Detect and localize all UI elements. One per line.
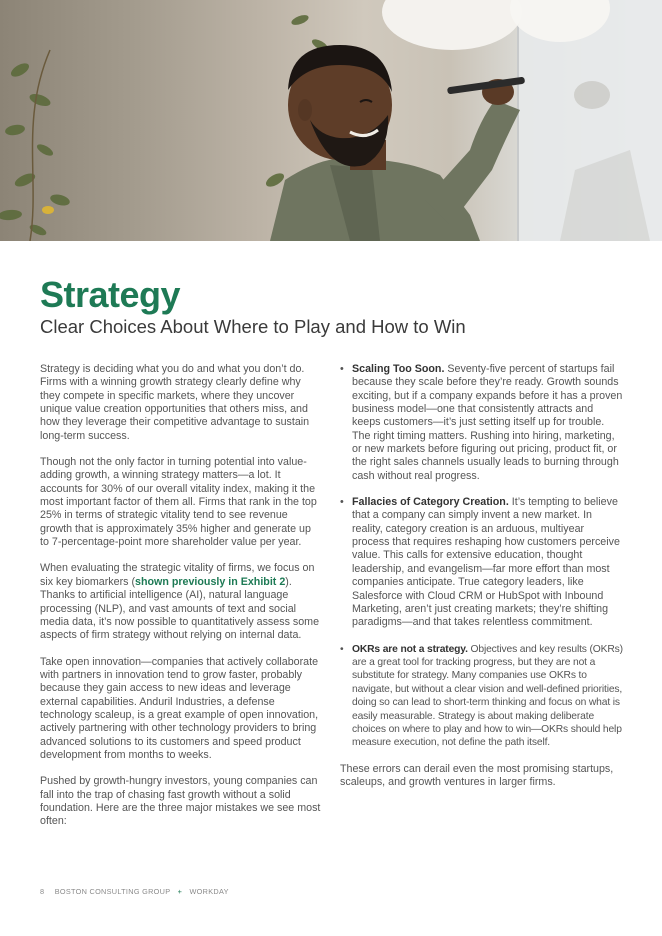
page-subtitle: Clear Choices About Where to Play and How to Win	[40, 316, 466, 337]
page-number: 8	[40, 887, 45, 896]
hero-photo	[0, 0, 662, 241]
bullet-marker: •	[340, 643, 344, 655]
paragraph-importance: Though not the only factor in turning potential into value-adding growth, a winning strategy matters—a lot. It accounts for 30% of our overall vitality index, making it the most important factor of them all. Firms that rank in the top 25% in terms of strategic vitality tend to see revenue growth that is approximately 35% higher and generate up to 7-percentage-point more shareholder value per year.	[40, 456, 317, 549]
bullet-heading: Fallacies of Category Creation.	[352, 496, 509, 509]
biomarkers-text-start: When evaluating the strategic vitality of firms, we focus on six key biomarkers (	[40, 562, 315, 588]
paragraph-definition: Strategy is deciding what you do and what you don’t do. Firms with a winning growth strategy clearly define why they compete in specific markets, where they uncover unique value creation opportunities that others miss, and how they leverage their competitive advantage to sustain long-term success.	[40, 363, 310, 442]
footer-separator: +	[177, 887, 183, 896]
list-item-scaling	[340, 363, 624, 483]
bullet-marker: •	[340, 363, 344, 375]
bullet-text: Objectives and key results (OKRs) are a great tool for tracking progress, but they are not a substitute for strategy. Many companies use OKRs to navigate, but without a clear vision and well-defined priorities, doing so can lead to short-term thinking and focus on what is easily measurable. Strategy is about making deliberate choices on where to play and how to win—OKRs should help measure execution, not define the path itself.	[352, 643, 623, 749]
footer-org-bcg: BOSTON CONSULTING GROUP	[54, 887, 171, 896]
list-item-okrs	[340, 643, 624, 750]
bullet-text: It’s tempting to believe that a company can simply invent a new market. In reality, category creation is an arduous, multiyear process that requires reshaping how customers perceive value. This calls for extensive education, thought leadership, and evangelism—far more effort than most companies anticipate. True category leaders, like Salesforce with Cloud CRM or HubSpot with Inbound Marketing, aren’t just creating markets; they’re shifting paradigms—and that takes relentless commitment.	[352, 496, 620, 629]
exhibit-2-link[interactable]: shown previously in Exhibit 2	[135, 575, 286, 588]
right-column	[340, 363, 624, 802]
paragraph-open-innovation: Take open innovation—companies that actively collaborate with partners in innovation tend to grow faster, probably because they gain access to new ideas and leverage external capabilities. Anduril Industries, a defense technology scaleup, is a great example of open innovation, actively partnering with other technology providers to bring advanced solutions to its customers and speed product development from months to weeks.	[40, 655, 319, 761]
bullet-heading: Scaling Too Soon.	[352, 363, 445, 375]
paragraph-biomarkers	[40, 562, 322, 642]
footer-org-workday: WORKDAY	[189, 887, 229, 896]
bullet-marker: •	[340, 496, 344, 509]
mistakes-list	[340, 363, 624, 750]
page-footer	[40, 887, 229, 896]
left-column	[40, 363, 322, 842]
paragraph-mistakes-intro: Pushed by growth-hungry investors, young companies can fall into the trap of chasing fast growth without a solid foundation. Here are the three major mistakes we see most often:	[40, 775, 321, 828]
bullet-heading: OKRs are not a strategy.	[352, 643, 468, 655]
bullet-text: Seventy-five percent of startups fail because they scale before they’re ready. Growth sounds exciting, but if a company expands before it has a proven business model—one that consistently attracts and keeps customers—it’s just setting itself up for trouble. The right timing matters. Rushing into hiring, marketing, or new markets before figuring out pricing, product fit, or the right sales channels usually leads to burning through cash without real progress.	[352, 363, 623, 482]
page-title: Strategy	[40, 274, 181, 315]
hero-illustration	[0, 0, 662, 241]
closing-paragraph: These errors can derail even the most promising startups, scaleups, and growth ventures in larger firms.	[340, 762, 614, 789]
list-item-category-creation	[340, 496, 624, 629]
biomarkers-text-end: ). Thanks to artificial intelligence (AI), natural language processing (NLP), and vast amounts of text and social media data, it’s now possible to quantitatively assess some aspects of firm strategy without relying on internal data.	[40, 575, 320, 642]
